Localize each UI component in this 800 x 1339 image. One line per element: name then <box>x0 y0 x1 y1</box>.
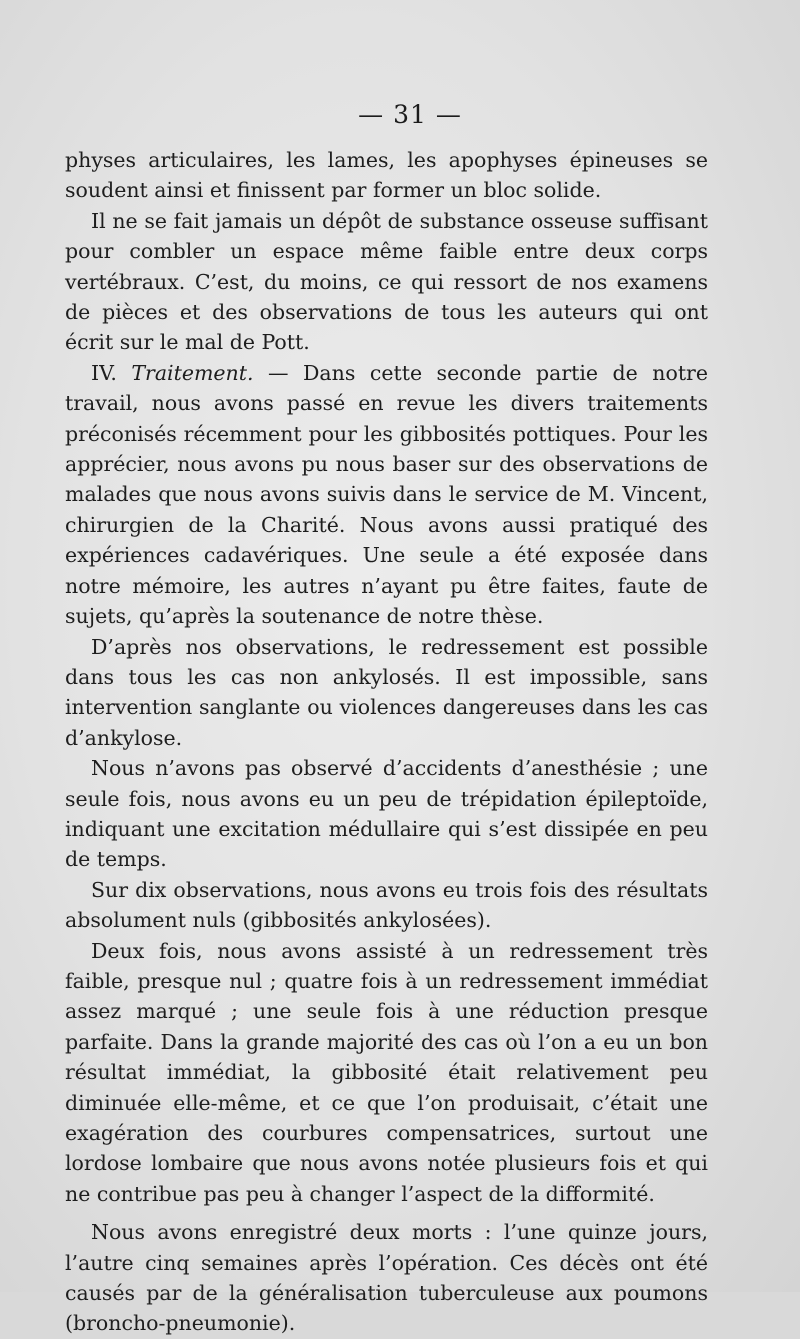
section-heading: Traitement. <box>131 360 254 385</box>
paragraph-6: Sur dix observations, nous avons eu trois fois des résultats absolument nuls (gibbosités ankylosées). <box>65 877 708 933</box>
paragraph-4: D’après nos observations, le redressement est possible dans tous les cas non ankylosés. Il est impossible, sans intervention sanglante ou violences dangereuses dans les cas d’ankylose. <box>65 634 708 750</box>
paragraph-7: Deux fois, nous avons assisté à un redressement très faible, presque nul ; quatre fois à un redressement immédiat assez marqué ; une seule fois à une réduction presque parfaite. Dans la grande majorité des cas où l’on a eu un bon résultat immédiat, la gibbosité était relativement peu diminuée elle-même, et ce que l’on produisait, c’était une exagération des courbures compensatrices, surtout une lordose lombaire que nous avons notée plusieurs fois et qui ne contribue pas peu à changer l’aspect de la difformité. <box>65 938 708 1206</box>
page-number: — 31 — <box>358 100 462 129</box>
paragraph-2: Il ne se fait jamais un dépôt de substance osseuse suffisant pour combler un espace même faible entre deux corps vertébraux. C’est, du moins, ce qui ressort de nos examens de pièces et des observations de tous les auteurs qui ont écrit sur le mal de Pott. <box>65 208 708 355</box>
paragraph-3 <box>65 358 708 632</box>
paragraph-5: Nous n’avons pas observé d’accidents d’anesthésie ; une seule fois, nous avons eu un peu de trépidation épileptoïde, indiquant une excitation médullaire qui s’est dissipée en peu de temps. <box>65 756 708 872</box>
body-text <box>65 145 708 1339</box>
paragraph-3-text: — Dans cette seconde partie de notre travail, nous avons passé en revue les divers traitements préconisés récemment pour les gibbosités pottiques. Pour les apprécier, nous avons pu nous baser sur des observations de malades que nous avons suivis dans le service de M. Vincent, chirurgien de la Charité. Nous avons aussi pratiqué des expériences cadavériques. Une seule a été exposée dans notre mémoire, les autres n’ayant pu être faites, faute de sujets, qu’après la soutenance de notre thèse. <box>65 360 708 629</box>
paragraph-8: Nous avons enregistré deux morts : l’une quinze jours, l’autre cinq semaines après l’opération. Ces décès ont été causés par de la généralisation tuberculeuse aux poumons (broncho-pneumonie). <box>65 1220 708 1336</box>
paragraph-1: physes articulaires, les lames, les apophyses épineuses se soudent ainsi et finissent par former un bloc solide. <box>65 148 708 203</box>
section-number: IV. <box>91 360 117 385</box>
